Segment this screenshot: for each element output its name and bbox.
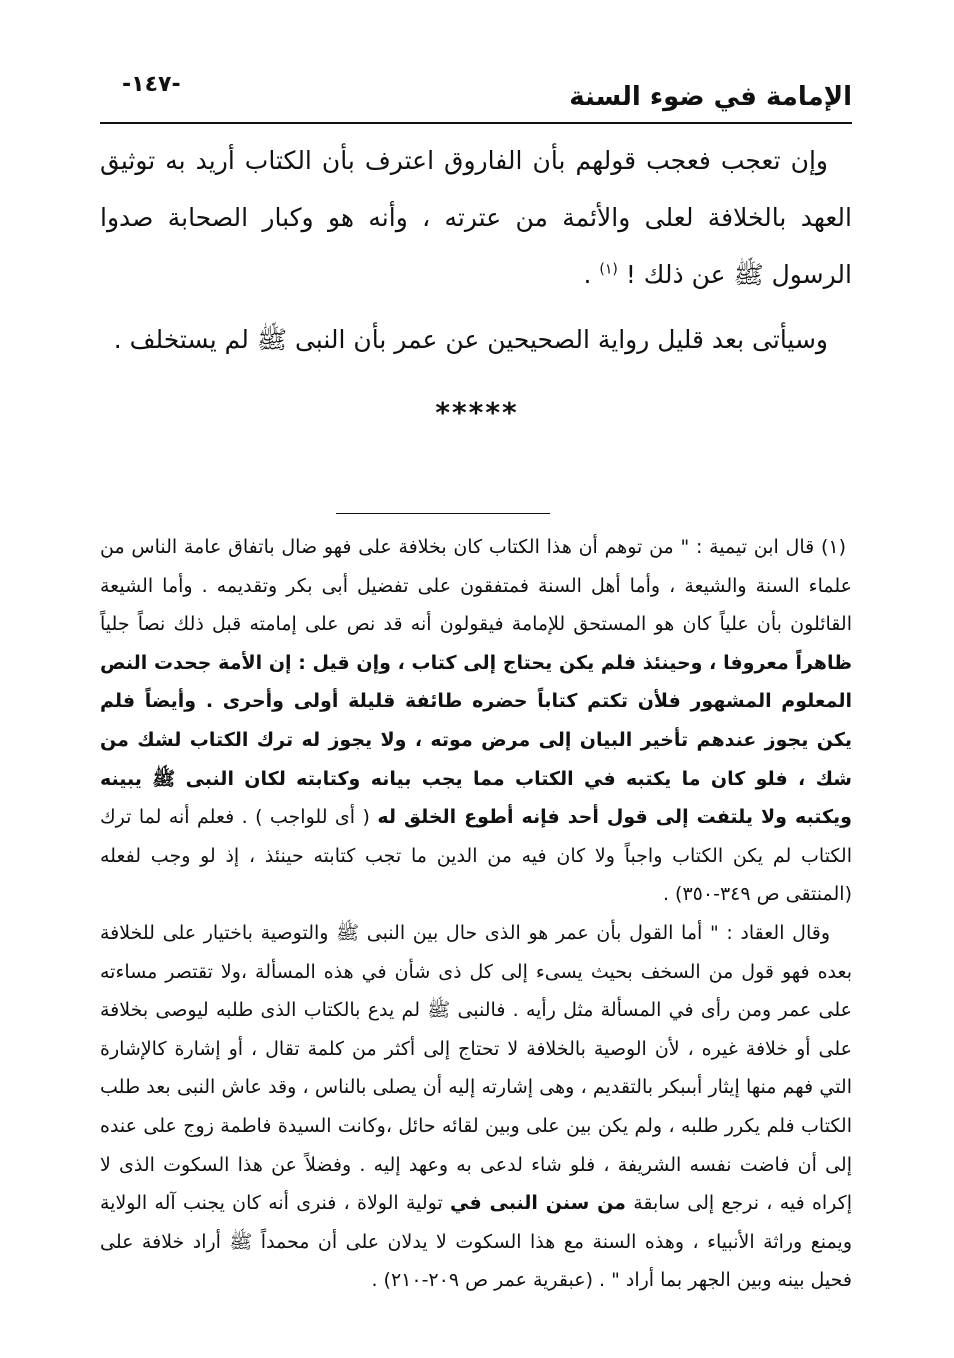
footnote-reference: (١): [599, 261, 618, 278]
footnote-bold-text: ظاهراً معروفا ، وحينئذ فلم يكن يحتاج إلى كتاب ، وإن قيل : إن الأمة جحدت النص المعلوم المشهور فلأن تكتم كتاباً حضره طائفة قليلة أولى وأحرى . وأيضاً فلم يكن يجوز عندهم تأخير البيان إلى مرض موته ، ولا يجوز له ترك الكتاب لشك من شك ، فلو كان ما يكتبه في الكتاب مما يجب بيانه وكتابته لكان النبى ﷺ يبينه ويكتبه ولا يلتفت إلى قول أحد فإنه أطوع الخلق له: [100, 651, 852, 829]
footnote-continuation: [100, 914, 852, 1300]
paragraph-text: وسيأتى بعد قليل رواية الصحيحين عن عمر بأن النبى ﷺ لم يستخلف .: [113, 325, 828, 354]
footnote-number: (١): [820, 536, 846, 558]
header-rule: [100, 122, 852, 124]
footnote-text: وقال العقاد : " أما القول بأن عمر هو الذى حال بين النبى ﷺ والتوصية باختيار على للخلافة بعده فهو قول من السخف بحيث يسىء إلى كل ذى شأن في هذه المسألة ،ولا تقتصر مساءته على عمر ومن رأى في المسألة مثل رأيه . فالنبى ﷺ لم يدع بالكتاب الذى طلبه ليوصى بخلافة على أو خلافة غيره ، لأن الوصية بالخلافة لا تحتاج إلى أكثر من كلمة تقال ، أو إشارة كالإشارة التي فهم منها إيثار أبىبكر بالتقديم ، وهى إشارته إليه أن يصلى بالناس ، وقد عاش النبى بعد طلب الكتاب فلم يكرر طلبه ، ولم يكن بين على وبين لقائه حائل ،وكانت السيدة فاطمة زوج على عنده إلى أن فاضت نفسه الشريفة ، فلو شاء لدعى به وعهد إليه . وفضلاً عن هذا السكوت الذى لا إكراه فيه ، نرجع إلى سابقة: [100, 921, 852, 1215]
body-paragraph: [100, 311, 852, 368]
footnote-rule: [336, 513, 550, 514]
main-text: [100, 132, 852, 368]
footnote-text: ( أى للواجب ) . فعلم أنه لما ترك الكتاب لم يكن الكتاب واجباً ولا كان فيه من الدين ما تجب كتابته حينئذ ، إذ لو وجب لفعله (المنتقى ص ٣٤٩-٣٥٠) .: [100, 806, 852, 906]
footnote-text: تولية الولاة ، فنرى أنه كان يجنب آله الولاية ويمنع وراثة الأنبياء ، وهذه السنة مع هذا السكوت لا يدلان على أن محمداً ﷺ أراد خلافة على فحيل بينه وبين الجهر بما أراد " . (عبقرية عمر ص ٢٠٩-٢١٠) .: [100, 1192, 852, 1292]
paragraph-text: وإن تعجب فعجب قولهم بأن الفاروق اعترف بأن الكتاب أريد به توثيق العهد بالخلافة لعلى والأئمة من عترته ، وأنه هو وكبار الصحابة صدوا الرسول ﷺ عن ذلك !: [100, 146, 852, 289]
paragraph-end: .: [583, 260, 600, 289]
footnote-bold-text: من سنن النبى في: [450, 1192, 626, 1215]
footnote: [100, 528, 852, 914]
running-title: الإمامة في ضوء السنة: [569, 82, 852, 112]
page-header: [100, 72, 852, 132]
page-number: -١٤٧-: [122, 72, 181, 97]
footnote-text: قال ابن تيمية : " من توهم أن هذا الكتاب كان بخلافة على فهو ضال باتفاق عامة الناس من علماء السنة والشيعة ، وأما أهل السنة فمتفقون على تفضيل أبى بكر وتقديمه . وأما الشيعة القائلون بأن علياً كان هو المستحق للإمامة فيقولون أنه قد نص على إمامته قبل ذلك نصاً جلياً: [100, 536, 852, 636]
section-separator: *****: [435, 396, 519, 429]
body-paragraph: [100, 132, 852, 303]
footnotes: [100, 528, 852, 1300]
